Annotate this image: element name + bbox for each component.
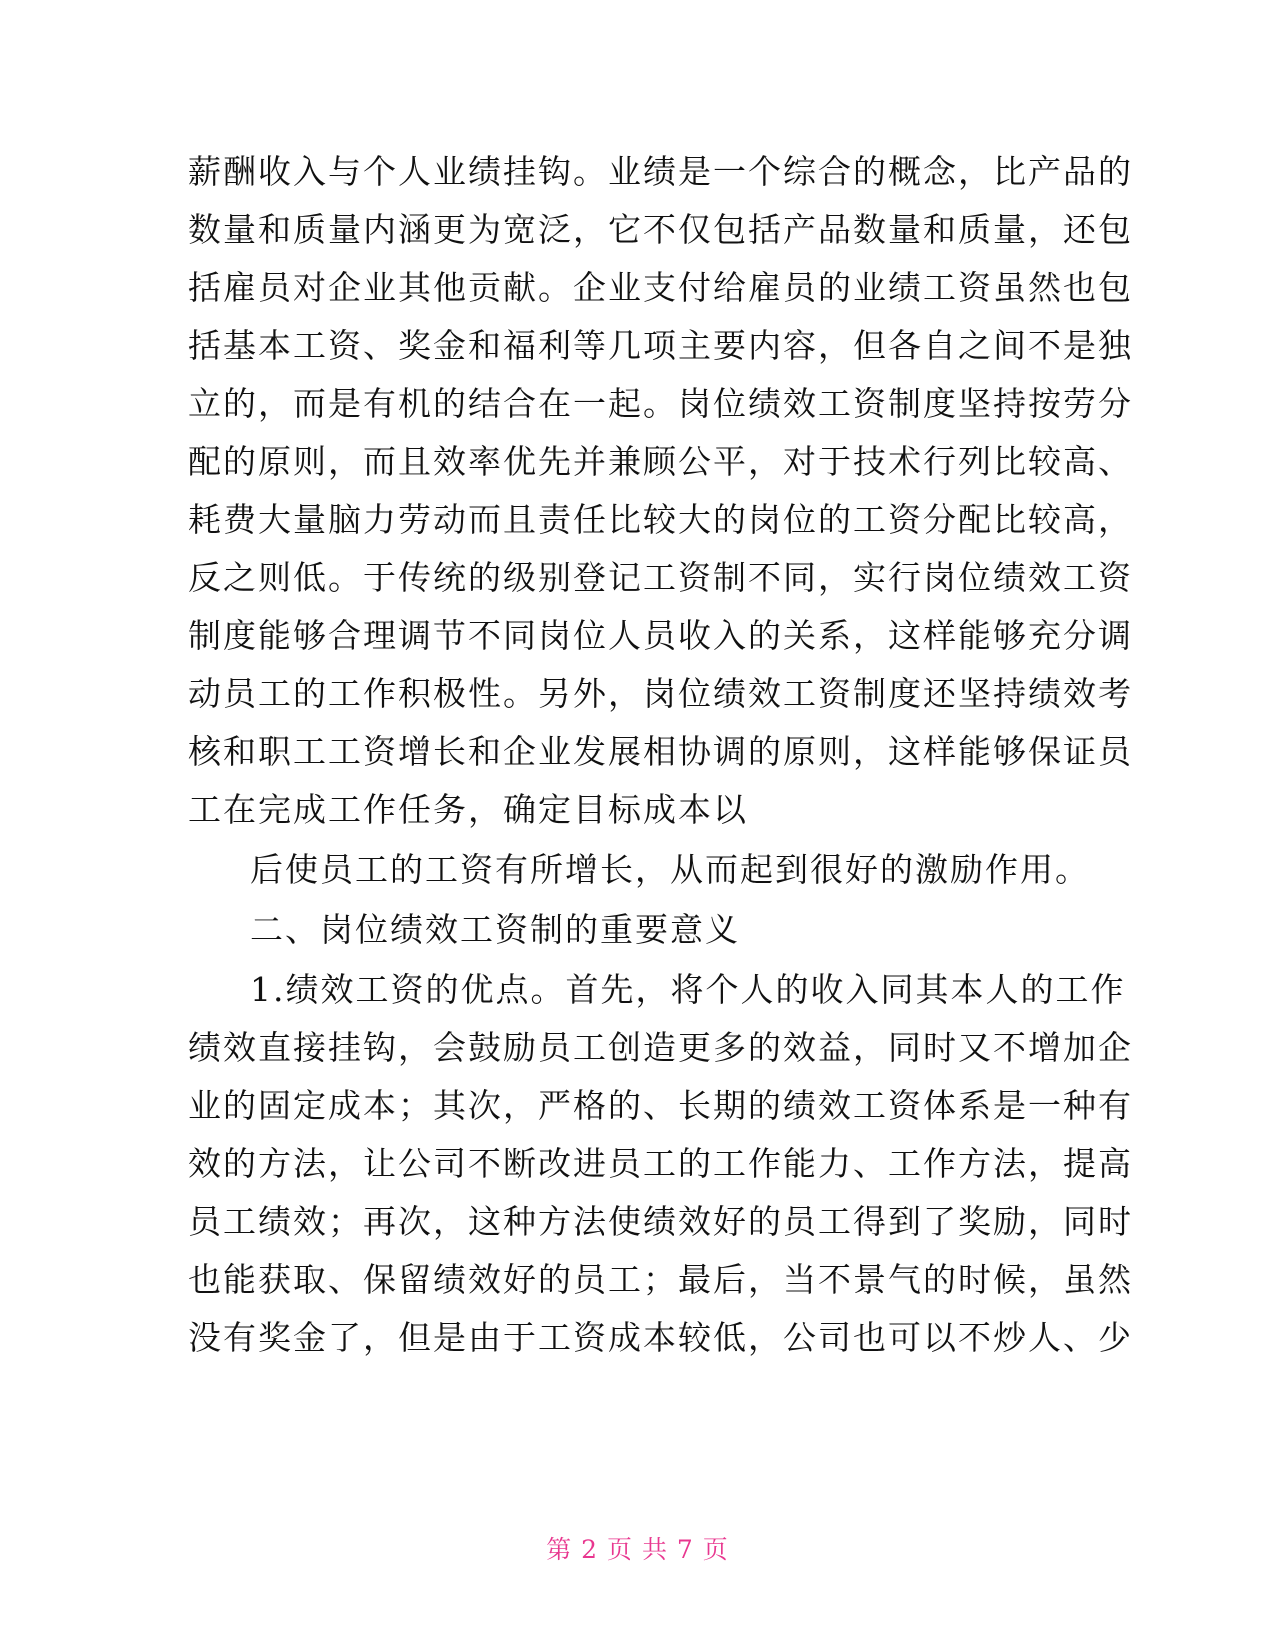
text-line: 也能获取、保留绩效好的员工；最后，当不景气的时候，虽然 xyxy=(188,1260,1133,1299)
text-line: 效的方法，让公司不断改进员工的工作能力、工作方法，提高 xyxy=(188,1144,1133,1183)
text-line: 括基本工资、奖金和福利等几项主要内容，但各自之间不是独 xyxy=(188,326,1133,365)
text-line: 制度能够合理调节不同岗位人员收入的关系，这样能够充分调 xyxy=(188,616,1133,655)
text-line: 绩效直接挂钩，会鼓励员工创造更多的效益，同时又不增加企 xyxy=(188,1028,1133,1067)
text-line: 员工绩效；再次，这种方法使绩效好的员工得到了奖励，同时 xyxy=(188,1202,1133,1241)
section-heading: 二、岗位绩效工资制的重要意义 xyxy=(250,910,740,949)
text-line: 耗费大量脑力劳动而且责任比较大的岗位的工资分配比较高， xyxy=(188,500,1133,539)
text-line: 业的固定成本；其次，严格的、长期的绩效工资体系是一种有 xyxy=(188,1086,1133,1125)
text-line: 1.绩效工资的优点。首先，将个人的收入同其本人的工作 xyxy=(250,970,1126,1009)
text-line: 核和职工工资增长和企业发展相协调的原则，这样能够保证员 xyxy=(188,732,1133,771)
page-number-footer: 第 2 页 共 7 页 xyxy=(546,1535,729,1564)
text-line: 配的原则，而且效率优先并兼顾公平，对于技术行列比较高、 xyxy=(188,442,1133,481)
text-line: 工在完成工作任务，确定目标成本以 xyxy=(188,790,748,829)
text-line: 括雇员对企业其他贡献。企业支付给雇员的业绩工资虽然也包 xyxy=(188,268,1133,307)
text-line: 后使员工的工资有所增长，从而起到很好的激励作用。 xyxy=(250,850,1090,889)
text-line: 数量和质量内涵更为宽泛，它不仅包括产品数量和质量，还包 xyxy=(188,210,1133,249)
text-line: 薪酬收入与个人业绩挂钩。业绩是一个综合的概念，比产品的 xyxy=(188,152,1133,191)
text-line: 反之则低。于传统的级别登记工资制不同，实行岗位绩效工资 xyxy=(188,558,1133,597)
text-line: 立的，而是有机的结合在一起。岗位绩效工资制度坚持按劳分 xyxy=(188,384,1133,423)
text-line: 动员工的工作积极性。另外，岗位绩效工资制度还坚持绩效考 xyxy=(188,674,1133,713)
text-line: 没有奖金了，但是由于工资成本较低，公司也可以不炒人、少 xyxy=(188,1318,1133,1357)
